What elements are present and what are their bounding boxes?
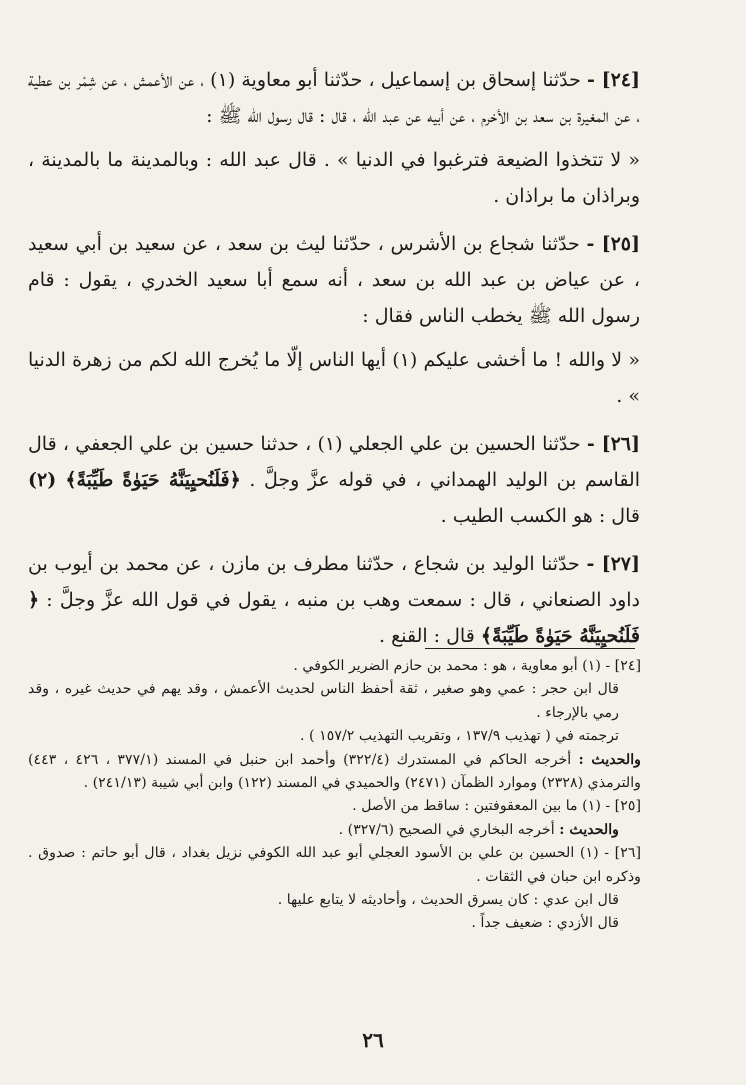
footnotes bbox=[28, 655, 641, 936]
main-text bbox=[28, 62, 640, 666]
quran-verse: ﴿فَلَنُحيِيَنَّهُ حَيَوٰةً طَيِّبَةً﴾ (٢) bbox=[28, 469, 241, 491]
footnote-text: أخرجه الحاكم في المستدرك (٣٢٢/٤) وأحمد ابن حنبل في المسند (٣٧٧/١ ، ٤٢٦ ، ٤٤٣) والترمذي (٢٣٢٨) وموارد الظمآن (٢٤٧١) والحميدي في المسند (١٢٢) وابن أبي شيبة (٢٤١/١٣) . bbox=[28, 751, 641, 792]
footnote-text: أخرجه البخاري في الصحيح (٣٢٧/٦) . bbox=[338, 821, 555, 838]
footnote-separator bbox=[425, 648, 635, 649]
footnote-line: قال الأزدي : ضعيف جداً . bbox=[471, 915, 619, 932]
hadith-25-isnad bbox=[28, 226, 640, 334]
hadith-24-matn bbox=[28, 142, 640, 214]
footnote-line bbox=[28, 819, 641, 842]
hadith-27 bbox=[28, 546, 640, 654]
hadith-25-matn bbox=[28, 342, 640, 414]
hadith-text: « لا تتخذوا الضيعة فترغبوا في الدنيا » . قال عبد الله : وبالمدينة ما بالمدينة ، وبراذان ما براذان . bbox=[28, 149, 640, 207]
hadith-text: « لا والله ! ما أخشى عليكم (١) أيها الناس إلّا ما يُخرج الله لكم من زهرة الدنيا » . bbox=[28, 349, 641, 407]
hadith-number: [٢٥] - bbox=[586, 233, 640, 255]
hadith-number: [٢٤] - bbox=[587, 69, 641, 91]
footnote-label: والحديث : bbox=[559, 821, 619, 838]
hadith-26 bbox=[28, 426, 640, 534]
footnote-25-head: [٢٥] - (١) ما بين المعقوفتين : ساقط من الأصل . bbox=[352, 798, 641, 815]
hadith-text: حدّثنا شجاع بن الأشرس ، حدّثنا ليث بن سعد ، عن سعيد بن أبي سعيد ، عن عياض بن عبد الله بن سعد ، أنه سمع أبا سعيد الخدري ، يقول : قام رسول الله ﷺ يخطب الناس فقال : bbox=[28, 233, 640, 327]
footnote-24-head: [٢٤] - (١) أبو معاوية ، هو : محمد بن حازم الضرير الكوفي . bbox=[293, 658, 641, 674]
hadith-text: حدّثنا إسحاق بن إسماعيل ، حدّثنا أبو معاوية (١) ، عن الأعمش ، عن شِمْر بن عطية ، عن المغيرة بن سعد بن الأخرم ، عن أبيه عن عبد الله ، قال : قال رسول الله ﷺ : bbox=[28, 69, 640, 127]
hadith-text: قال : هو الكسب الطيب . bbox=[440, 505, 640, 527]
footnote-line bbox=[28, 749, 641, 796]
hadith-24-isnad bbox=[28, 62, 640, 134]
footnote-line: قال ابن عدي : كان يسرق الحديث ، وأحاديثه لا يتابع عليها . bbox=[277, 892, 619, 909]
hadith-text: حدّثنا الحسين بن علي الجعلي (١) ، حدثنا حسين بن علي الجعفي ، قال القاسم بن الوليد الهمداني ، في قوله عزَّ وجلَّ . bbox=[28, 433, 640, 491]
footnote-line: قال ابن حجر : عمي وهو صغير ، ثقة أحفظ الناس لحديث الأعمش ، وقد يهم في حديث غيره ، وقد رمي بالإرجاء . bbox=[28, 681, 619, 721]
quran-verse: ﴿ فَلَنُحيِيَنَّهُ حَيَوٰةً طَيِّبَةً﴾ bbox=[28, 589, 640, 647]
page-number: ٢٦ bbox=[362, 1028, 384, 1052]
footnote-line: ترجمته في ( تهذيب ١٣٧/٩ ، وتقريب التهذيب ١٥٧/٢ ) . bbox=[300, 728, 619, 745]
hadith-text: حدّثنا الوليد بن شجاع ، حدّثنا مطرف بن مازن ، عن محمد بن أيوب بن داود الصنعاني ، قال : سمعت وهب بن منبه ، يقول في قول الله عزَّ وجلَّ : bbox=[28, 553, 641, 611]
hadith-number: [٢٦] - bbox=[586, 433, 640, 455]
hadith-number: [٢٧] - bbox=[586, 553, 641, 575]
hadith-text: قال : القنع . bbox=[379, 625, 475, 647]
footnote-26-head: [٢٦] - (١) الحسين بن علي بن الأسود العجلي أبو عبد الله الكوفي نزيل بغداد ، قال أبو حاتم : صدوق . وذكره ابن حبان في الثقات . bbox=[28, 845, 641, 885]
footnote-label: والحديث : bbox=[578, 751, 642, 768]
